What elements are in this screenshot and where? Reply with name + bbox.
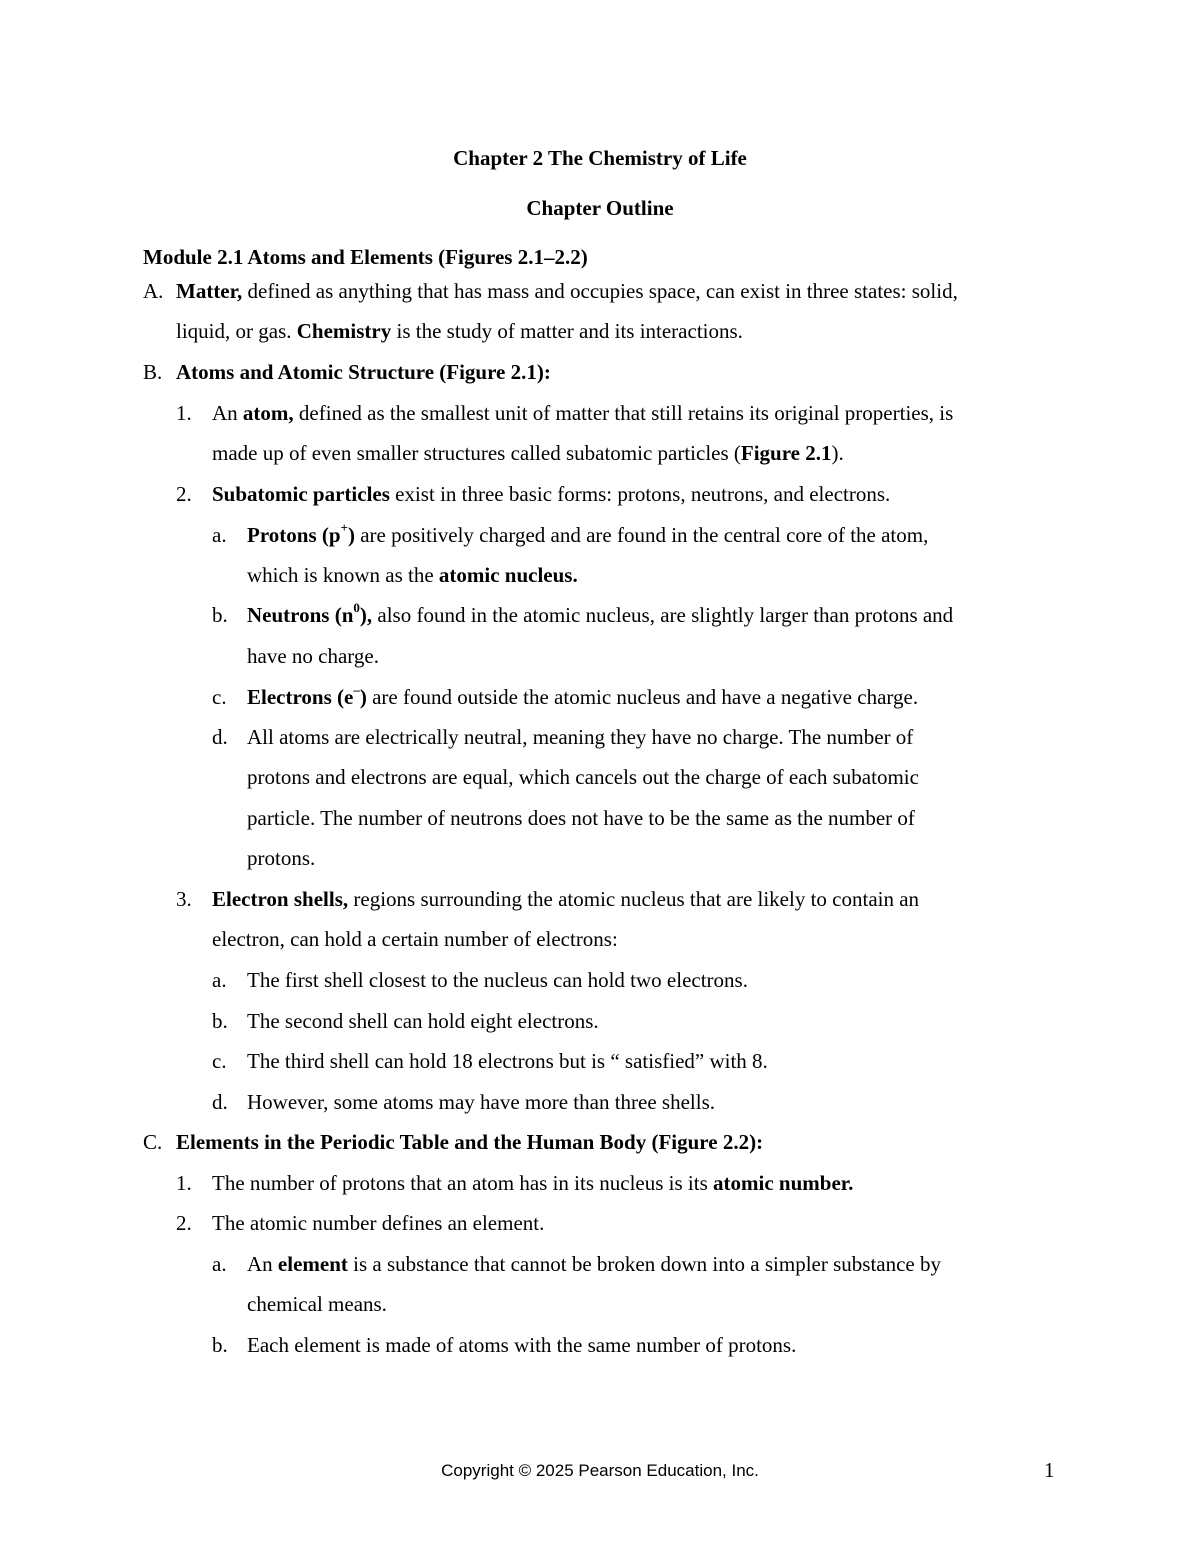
c2a-line1: An element is a substance that cannot be broken down into a simpler substance by: [247, 1252, 941, 1276]
b2a-line2: which is known as the atomic nucleus.: [247, 563, 578, 587]
b3c-label: c.: [212, 1049, 227, 1073]
c2a-label: a.: [212, 1252, 227, 1276]
b2d-line4: protons.: [247, 846, 316, 870]
page-number: 1: [1044, 1458, 1055, 1482]
c2b-text: Each element is made of atoms with the same number of protons.: [247, 1333, 797, 1357]
copyright-footer: Copyright © 2025 Pearson Education, Inc.: [441, 1461, 759, 1480]
section-c-label: C.: [143, 1130, 163, 1154]
b1-line1: An atom, defined as the smallest unit of matter that still retains its original properties, is: [212, 401, 954, 425]
c2a-line2: chemical means.: [247, 1292, 387, 1316]
c1-num: 1.: [176, 1171, 192, 1195]
b2b-line1: Neutrons $(n^0)$, also found in the atomic nucleus, are slightly larger than protons and: [247, 600, 954, 627]
b3d-text: However, some atoms may have more than three shells.: [247, 1090, 716, 1114]
b3a-label: a.: [212, 968, 227, 992]
b3d-label: d.: [212, 1090, 228, 1114]
b2a-line1: Protons (p+) are positively charged and are found in the central core of the atom,: [247, 520, 929, 547]
b2d-line1: All atoms are electrically neutral, meaning they have no charge. The number of: [247, 725, 914, 749]
b1-num: 1.: [176, 401, 192, 425]
module-heading: Module 2.1 Atoms and Elements (Figures 2.1–2.2): [143, 245, 588, 269]
section-b-label: B.: [143, 360, 163, 384]
b2b-label: b.: [212, 603, 228, 627]
b2d-line2: protons and electrons are equal, which cancels out the charge of each subatomic: [247, 765, 919, 789]
b3b-text: The second shell can hold eight electrons.: [247, 1009, 599, 1033]
section-a-line1: Matter, defined as anything that has mass and occupies space, can exist in three states: solid,: [176, 279, 958, 303]
c1-line1: The number of protons that an atom has in its nucleus is its atomic number.: [212, 1171, 854, 1195]
b3b-label: b.: [212, 1009, 228, 1033]
b3a-text: The first shell closest to the nucleus can hold two electrons.: [247, 968, 748, 992]
b1-line2: made up of even smaller structures called subatomic particles (Figure 2.1).: [212, 441, 844, 465]
b2a-label: a.: [212, 523, 227, 547]
b2b-line2: have no charge.: [247, 644, 379, 668]
b3-line1: Electron shells, regions surrounding the atomic nucleus that are likely to contain an: [212, 887, 920, 911]
b2c-line1: Electrons (e–) are found outside the atomic nucleus and have a negative charge.: [247, 682, 919, 709]
b3-num: 3.: [176, 887, 192, 911]
b2d-line3: particle. The number of neutrons does not have to be the same as the number of: [247, 806, 915, 830]
chapter-title: Chapter 2 The Chemistry of Life: [453, 146, 747, 170]
chapter-subtitle: Chapter Outline: [526, 196, 674, 220]
c2-line1: The atomic number defines an element.: [212, 1211, 545, 1235]
b2c-label: c.: [212, 685, 227, 709]
b2-line1: Subatomic particles exist in three basic forms: protons, neutrons, and electrons.: [212, 482, 891, 506]
b2d-label: d.: [212, 725, 228, 749]
c2-num: 2.: [176, 1211, 192, 1235]
b3c-text: The third shell can hold 18 electrons but is “ satisfied” with 8.: [247, 1049, 768, 1073]
b3-line2: electron, can hold a certain number of electrons:: [212, 927, 618, 951]
b2-num: 2.: [176, 482, 192, 506]
c2b-label: b.: [212, 1333, 228, 1357]
section-a-line2: liquid, or gas. Chemistry is the study of matter and its interactions.: [176, 319, 743, 343]
section-b-heading: Atoms and Atomic Structure (Figure 2.1):: [176, 360, 551, 384]
section-a-label: A.: [143, 279, 164, 303]
section-c-heading: Elements in the Periodic Table and the Human Body (Figure 2.2):: [176, 1130, 764, 1154]
